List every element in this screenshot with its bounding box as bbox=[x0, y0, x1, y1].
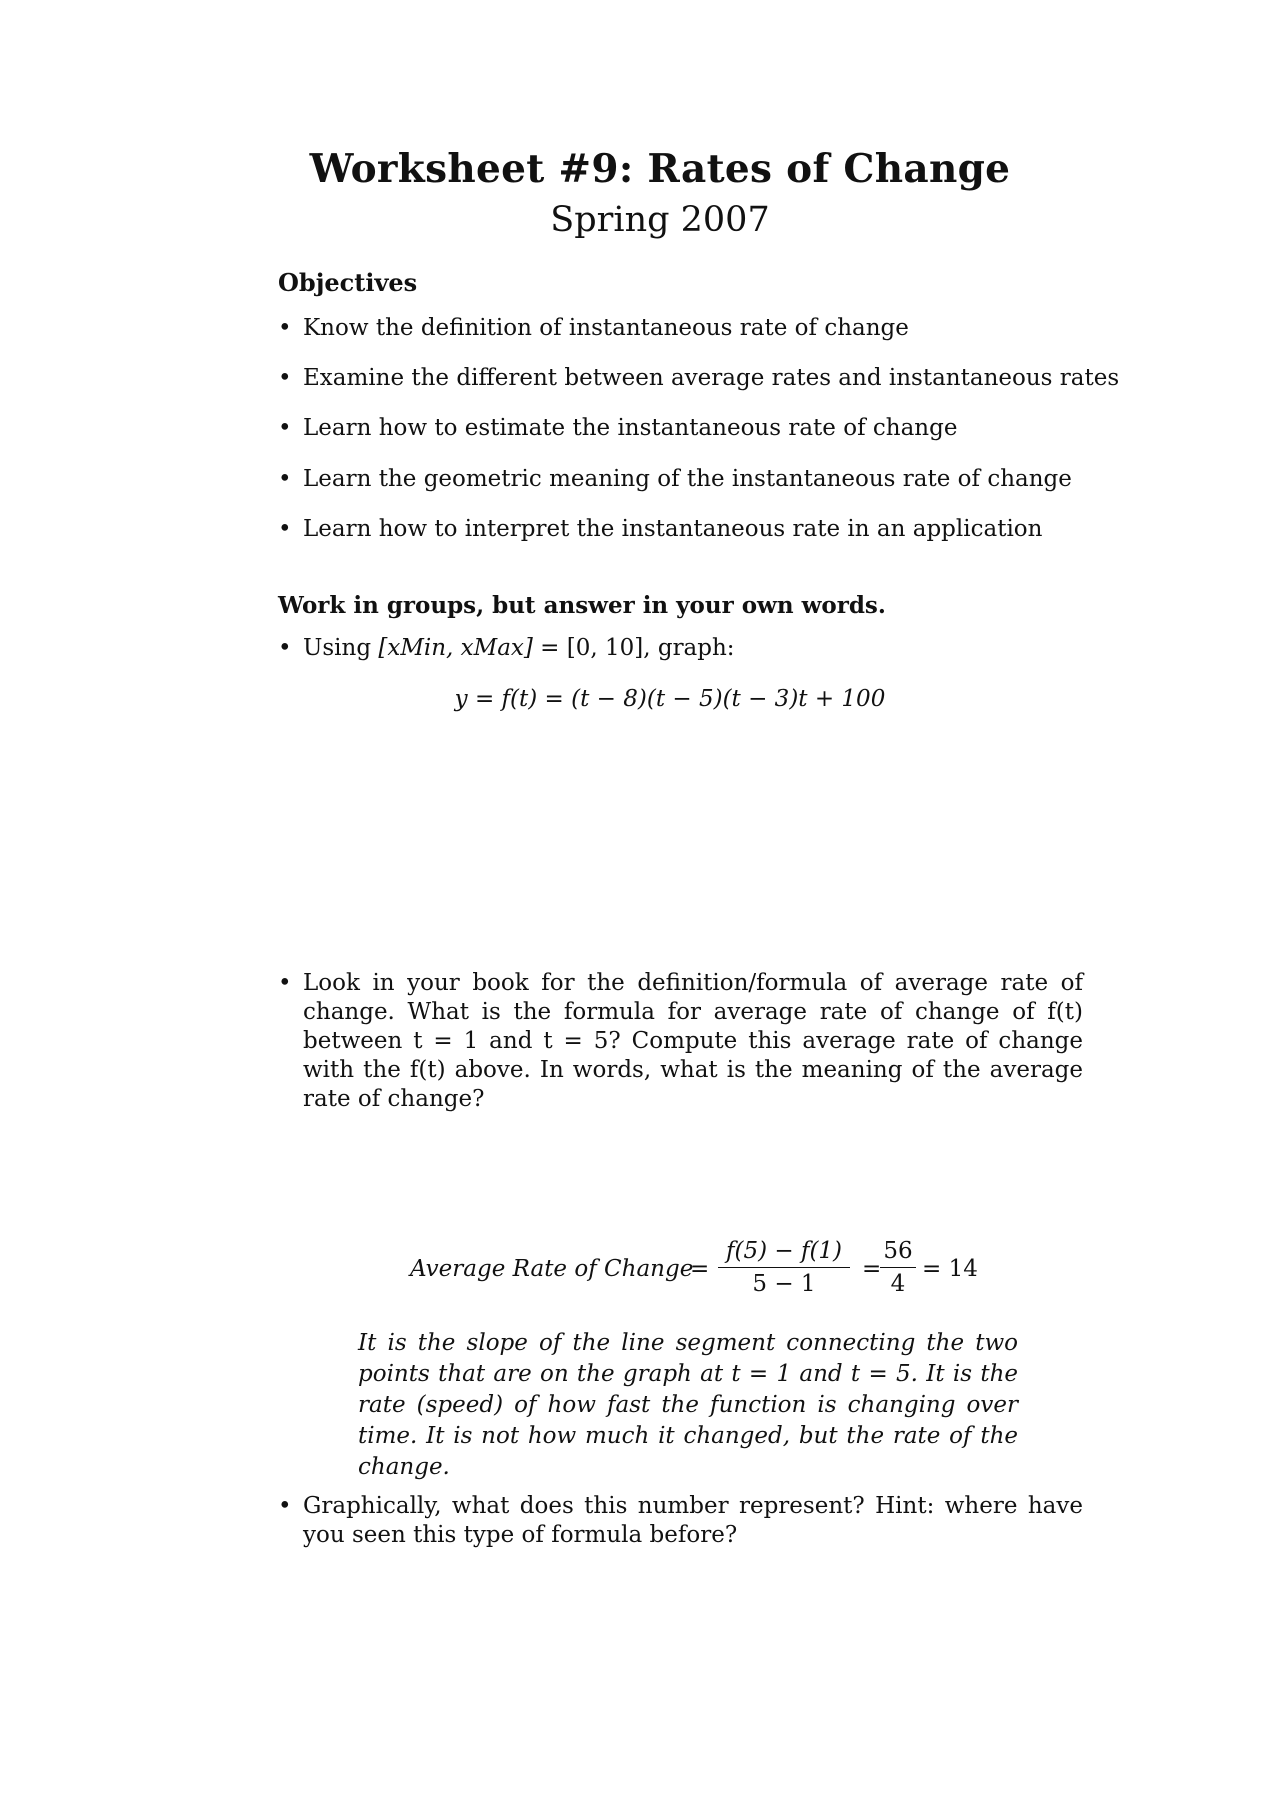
function-equation-text: y = f(t) = (t − 8)(t − 5)(t − 3)t + 100 bbox=[454, 686, 886, 712]
work-heading: Work in groups, but answer in your own words. bbox=[278, 592, 886, 619]
answer-explanation: It is the slope of the line segment connecting the two points that are on the graph at t = 1 and t = 5. It is the rate (speed) of how fast the function is changing over time. It is not how much it changed, but the rate of the change. bbox=[358, 1330, 1018, 1480]
fraction-numerator: f(5) − f(1) bbox=[725, 1238, 843, 1264]
bullet-icon: • bbox=[278, 1493, 292, 1519]
objectives-heading: Objectives bbox=[278, 268, 418, 297]
objective-text: Learn how to interpret the instantaneous rate in an application bbox=[303, 516, 1043, 542]
average-rate-label: Average Rate of Change bbox=[410, 1256, 694, 1282]
objective-text: Learn how to estimate the instantaneous rate of change bbox=[303, 415, 958, 441]
page-title: Worksheet #9: Rates of Change bbox=[309, 146, 1011, 192]
question-1-text bbox=[303, 634, 1083, 663]
q1-range: = [0, 10], graph: bbox=[532, 635, 735, 661]
fraction-denominator: 5 − 1 bbox=[752, 1271, 816, 1297]
fraction-values bbox=[880, 1238, 916, 1297]
bullet-icon: • bbox=[278, 635, 292, 661]
bullet-icon: • bbox=[278, 466, 292, 492]
equals-sign: = bbox=[690, 1256, 710, 1282]
objective-text: Examine the different between average rates and instantaneous rates bbox=[303, 365, 1120, 391]
bullet-icon: • bbox=[278, 365, 292, 391]
result-value: = 14 bbox=[922, 1256, 978, 1282]
question-2-text: Look in your book for the definition/formula of average rate of change. What is the formula for average rate of change of f(t) between t = 1 and t = 5? Compute this average rate of change with the f(t) above. In words, what is the meaning of the average rate of change? bbox=[303, 970, 1083, 1112]
fraction-numerator: 56 bbox=[883, 1238, 913, 1264]
bullet-icon: • bbox=[278, 516, 292, 542]
fraction-difference bbox=[718, 1238, 850, 1297]
page-subtitle: Spring 2007 bbox=[550, 200, 770, 240]
function-equation bbox=[0, 686, 1280, 712]
fraction-denominator: 4 bbox=[890, 1271, 906, 1297]
equals-sign: = bbox=[862, 1256, 882, 1282]
question-3-text: Graphically, what does this number represent? Hint: where have you seen this type of formula before? bbox=[303, 1493, 1083, 1548]
bullet-icon: • bbox=[278, 315, 292, 341]
bullet-icon: • bbox=[278, 970, 292, 996]
objective-text: Know the definition of instantaneous rate of change bbox=[303, 315, 909, 341]
q1-interval: [xMin, xMax] bbox=[378, 635, 533, 661]
bullet-icon: • bbox=[278, 415, 292, 441]
objective-text: Learn the geometric meaning of the instantaneous rate of change bbox=[303, 466, 1072, 492]
q1-prefix: Using bbox=[303, 635, 379, 661]
